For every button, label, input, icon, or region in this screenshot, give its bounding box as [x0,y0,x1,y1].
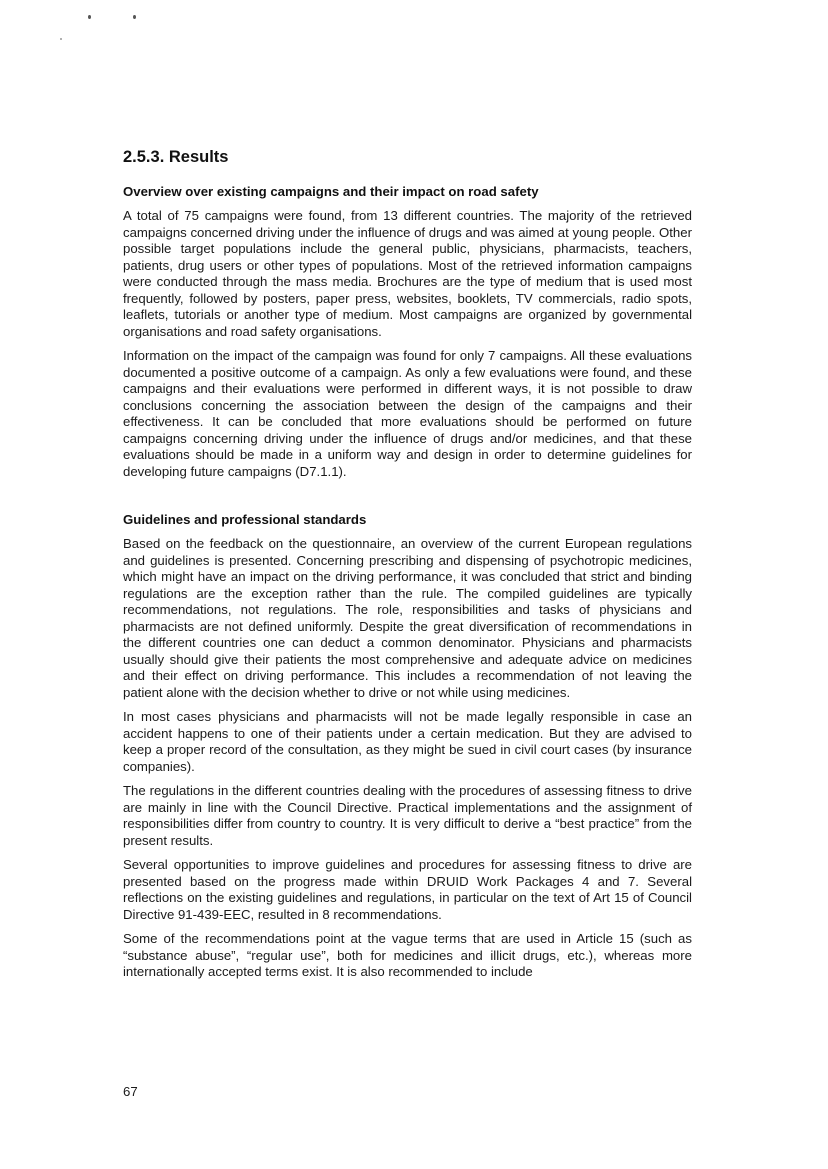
scan-speck [133,15,136,19]
subsection-heading-guidelines: Guidelines and professional standards [123,512,367,527]
paragraph: Information on the impact of the campaign was found for only 7 campaigns. All these evaluations documented a positive outcome of a campaign. As only a few evaluations were found, and these campaigns and their evaluations were performed in different ways, it is not possible to draw conclusions concerning the association between the design of the campaigns and their effectiveness. It can be concluded that more evaluations should be performed on future campaigns concerning driving under the influence of drugs and/or medicines, and that these evaluations should be made in a uniform way and design in order to determine guidelines for developing future campaigns (D7.1.1). [123,348,692,479]
document-body [123,147,692,981]
paragraph: Several opportunities to improve guidelines and procedures for assessing fitness to drive are presented based on the progress made within DRUID Work Packages 4 and 7. Several reflections on the existing guidelines and regulations, in particular on the text of Art 15 of Council Directive 91-439-EEC, resulted in 8 recommendations. [123,857,692,922]
scan-speck [60,38,62,40]
paragraph: Based on the feedback on the questionnaire, an overview of the current European regulations and guidelines is presented. Concerning prescribing and dispensing of psychotropic medicines, which might have an impact on the driving performance, it was concluded that strict and binding regulations are the exception rather than the rule. The compiled guidelines are typically recommendations, not regulations. The role, responsibilities and tasks of physicians and pharmacists are not defined uniformly. Despite the great diversification of recommendations in the different countries one can deduct a common denominator. Physicians and pharmacists usually should give their patients the most comprehensive and adequate advice on medicines and their effect on driving performance. This includes a recommendation of not leaving the patient alone with the decision whether to drive or not while using medicines. [123,536,692,700]
paragraph: A total of 75 campaigns were found, from 13 different countries. The majority of the retrieved campaigns concerned driving under the influence of drugs and was aimed at young people. Other possible target populations include the general public, physicians, pharmacists, teachers, patients, drug users or other types of populations. Most of the retrieved information campaigns were conducted through the mass media. Brochures are the type of medium that is used most frequently, followed by posters, paper press, websites, booklets, TV commercials, radio spots, leaflets, tutorials or another type of medium. Most campaigns are organized by governmental organisations and road safety organisations. [123,208,692,339]
scan-speck [88,15,91,19]
paragraph: Some of the recommendations point at the vague terms that are used in Article 15 (such as “substance abuse”, “regular use”, both for medicines and illicit drugs, etc.), whereas more internationally accepted terms exist. It is also recommended to include [123,931,692,979]
paragraph: The regulations in the different countries dealing with the procedures of assessing fitness to drive are mainly in line with the Council Directive. Practical implementations and the assignment of responsibilities differ from country to country. It is very difficult to derive a “best practice” from the present results. [123,783,692,848]
section-title: 2.5.3. Results [123,148,229,166]
page-number: 67 [123,1084,138,1099]
subsection-heading-campaigns: Overview over existing campaigns and their impact on road safety [123,184,539,199]
paragraph: In most cases physicians and pharmacists will not be made legally responsible in case an accident happens to one of their patients under a certain medication. But they are advised to keep a proper record of the consultation, as they might be sued in civil court cases (by insurance companies). [123,709,692,774]
